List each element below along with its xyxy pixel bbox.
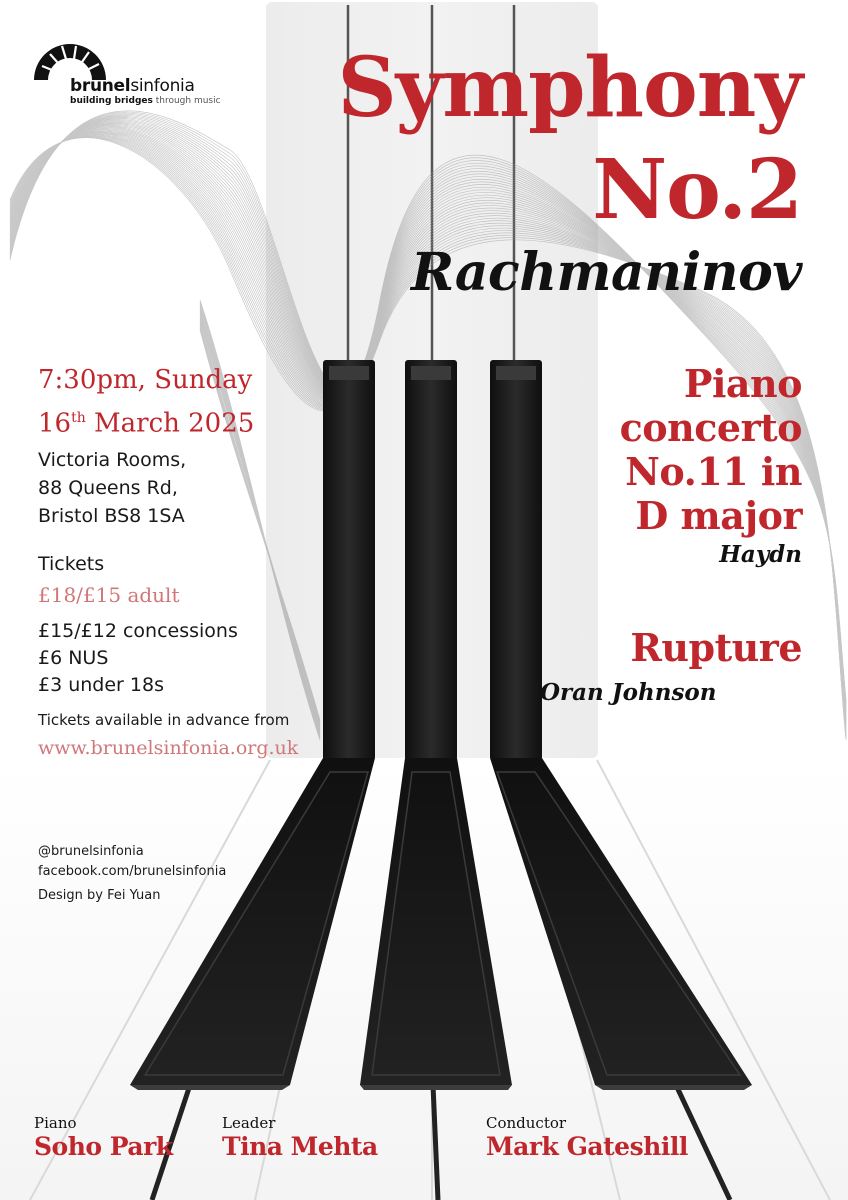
tickets-adult-price: £18/£15 adult <box>38 583 180 607</box>
logo-tagline-light: through music <box>155 96 221 106</box>
event-date-day: 16 <box>38 408 72 439</box>
credit-piano <box>34 1114 173 1161</box>
credit-leader <box>222 1114 378 1161</box>
concerto-title-line: concerto <box>619 405 802 450</box>
black-keys-upright <box>323 360 542 760</box>
concerto-title-line: No.11 in <box>625 449 802 494</box>
tickets-advance-note: Tickets available in advance from <box>38 711 290 729</box>
program-item-rupture <box>630 624 802 672</box>
credit-conductor <box>486 1114 688 1161</box>
program-item-concerto <box>620 362 802 572</box>
tickets-heading: Tickets <box>38 553 105 575</box>
title-line-2: No.2 <box>592 142 802 238</box>
tickets-other-prices <box>38 618 238 699</box>
credit-role: Conductor <box>486 1114 567 1132</box>
credit-name: Mark Gateshill <box>486 1132 688 1161</box>
event-date <box>38 400 254 442</box>
logo <box>30 36 250 106</box>
logo-name-brunel: brunel <box>70 76 131 96</box>
venue-line: 88 Queens Rd, <box>38 477 178 499</box>
rupture-composer: Oran Johnson <box>540 679 717 706</box>
concerto-title-line: Piano <box>683 361 802 406</box>
social-links <box>38 842 226 906</box>
tickets-nus: £6 NUS <box>38 647 109 669</box>
credit-name: Tina Mehta <box>222 1132 378 1161</box>
venue-line: Bristol BS8 1SA <box>38 505 185 527</box>
website-link[interactable]: www.brunelsinfonia.org.uk <box>38 737 299 759</box>
venue-address <box>38 446 186 530</box>
twitter-handle[interactable]: @brunelsinfonia <box>38 844 144 859</box>
concerto-title-line: D major <box>635 493 802 538</box>
title-composer: Rachmaninov <box>410 242 802 303</box>
title-line-1: Symphony <box>337 40 802 136</box>
design-credit: Design by Fei Yuan <box>38 888 161 903</box>
logo-name-sinfonia: sinfonia <box>130 76 195 96</box>
tickets-concessions: £15/£12 concessions <box>38 620 238 642</box>
logo-tagline-bold: building bridges <box>70 96 153 106</box>
facebook-link[interactable]: facebook.com/brunelsinfonia <box>38 864 227 879</box>
credit-name: Soho Park <box>34 1132 173 1161</box>
rupture-title: Rupture <box>630 625 802 670</box>
tickets-under18: £3 under 18s <box>38 674 164 696</box>
event-date-suffix: th <box>71 410 86 426</box>
event-time: 7:30pm, Sunday <box>38 365 253 395</box>
concerto-composer: Haydn <box>719 541 802 568</box>
credit-role: Piano <box>34 1114 77 1132</box>
event-date-rest: March 2025 <box>85 408 255 439</box>
credit-role: Leader <box>222 1114 276 1132</box>
venue-line: Victoria Rooms, <box>38 449 187 471</box>
